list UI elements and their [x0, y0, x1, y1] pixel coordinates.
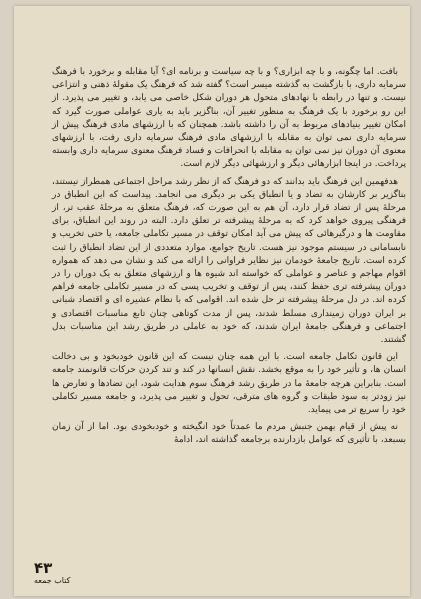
paragraph: نه پیش از قیام بهمن جنبش مردم ما عمدتاً خود انگیخته و خودبخودی بود. اما از آن زمان بسبعد، با تأثیری که عوامل بازدارنده برجامعه گذاشته اند، ادامهٔ	[52, 422, 406, 446]
body-text	[52, 66, 406, 452]
paragraph: بافت. اما چگونه، و با چه ابزاری؟ و با چه سیاست و برنامه ای؟ آیا مقابله و برخورد با فرهنگ سرمایه داری، با بازگشت به گذشته میسر است؟ گفته شد که فرهنگ یک مقولهٔ ذهنی و انتزاعی نیست. و تنها در رابطه با نهادهای متحول هر دوران شکل خاصی می یابد، و تغییر می پذیرد. از این رو برخورد با یک فرهنگ به منظور تغییر آن، بناگزیر باید به یاری عواملی صورت گیرد که امکان تغییر بنیادهای مربوط به آن را داشته باشد. همچنان که با ارزشهای مادی فرهنگ پیش از سرمایه داری نمی توان به مقابله با ارزشهای مادی فرهنگ سرمایه داری رفت، با ارزشهای معنوی آن دوران نیز نمی توان به مقابله با انحرافات و فساد فرهنگ معنوی سرمایه داری وابسته پرداخت. در اینجا ابزارهائی دیگر و ارزشهائی دیگر لازم است.	[52, 67, 406, 170]
book-title: کتاب جمعه	[34, 576, 71, 585]
page-number: ۴۳	[34, 559, 53, 577]
page-footer	[34, 560, 70, 586]
paragraph: هدفهمین این فرهنگ باید بدانند که دو فرهنگ که از نظر رشد مراحل اجتماعی همطراز نیستند، بناگزیر بر کارشان به تضاد و یا انطباق یکی بر دیگری می انجامد. پیداست که این انطباق در مرحلهٔ پس از تضاد قرار دارد، آن هم به این صورت که، فرهنگ متعلق به مرحلهٔ عقب تر، از فرهنگی پیروی خواهد کرد که به مرحلهٔ پیشرفته تر تعلق دارد. البته در روند این انطباق، برای مقاومت ها و درگیرهائی که پیش می آید امکان توقف در مسیر تکاملی جامعه، یا حتی تخریب و نابسامانی در سیستم موجود نیز هست. تاریخ جوامع، موارد متعددی از این تضاد انطباق را ثبت کرده است. تاریخ جامعهٔ خودمان نیز نظایر فراوانی را ارائه می کند و نشان می دهد که همواره اقوام مهاجم و عناصر و عواملی که خواسته اند شیوه ها و ارزشهای متعلق به یک دوران را در دوران پیشرفته تری حفظ کنند، پس از توقف و تخریب پسی که در مسیر تکاملی جامعه فراهم کرده اند. در دل مرحلهٔ پیشرفته تر حل شده اند. اقوامی که با نظام عشیره ای و اقتصاد شبانی بر ایران دوران زمینداری مسلط شدند، پس از مدت کوتاهی چنان تابع مناسبات اقتصادی و اجتماعی و فرهنگی جامعهٔ ایران شدند، که خود به عاملی در طریق رشد این مناسبات بدل گشتند.	[52, 176, 406, 346]
paragraph: این قانون تکامل جامعه است. با این همه چنان نیست که این قانون خودبخود و بی دخالت انسان ها، و تأثیر خود را به موقع بخشد. نقش انسانها در کند و تند کردن حرکات قانونمند جامعه است. بنابراین هرچه جامعهٔ ما در طریق رشد فرهنگ سوم هدایت شود، این تضادها و تعارض ها نیز زودتر به سود طبقات و گروه های مترقی، تحول و تغییر می پذیرد، و جامعه مسیر تکاملی خود را سریع تر می پیماید.	[52, 352, 406, 416]
book-page	[14, 6, 410, 596]
